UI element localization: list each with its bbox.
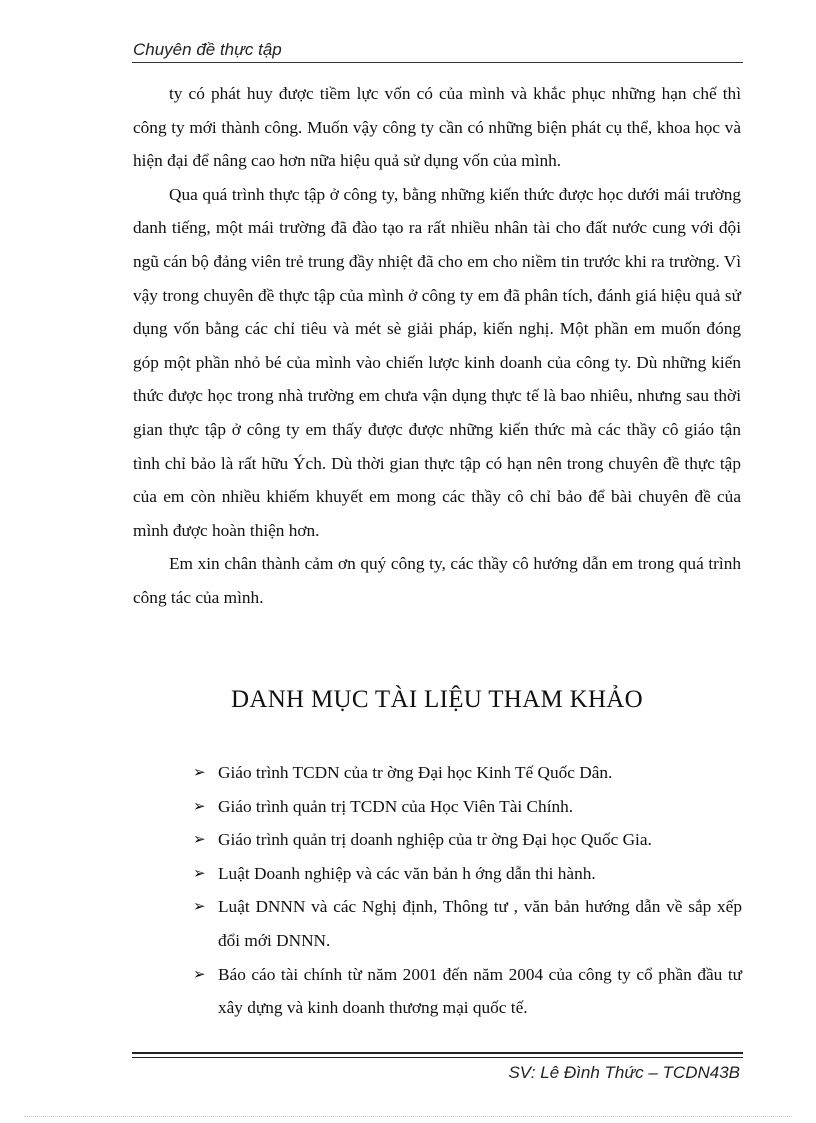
reference-item	[193, 790, 742, 824]
reference-text: Báo cáo tài chính từ năm 2001 đến năm 2004 của công ty cổ phần đầu tư xây dựng và kinh doanh thương mại quốc tế.	[218, 964, 742, 1018]
reference-item	[193, 823, 742, 857]
footer-author: SV: Lê Đình Thức – TCDN43B	[508, 1063, 740, 1082]
reference-text: Luật Doanh nghiệp và các văn bản h ớng dẫn thi hành.	[218, 863, 596, 883]
reference-item	[193, 958, 742, 1025]
body-text	[133, 77, 741, 615]
footer-divider-thin	[132, 1057, 743, 1058]
reference-text: Giáo trình quản trị TCDN của Học Viên Tài Chính.	[218, 796, 574, 816]
arrow-bullet-icon: ➢	[193, 796, 206, 815]
references-list	[193, 756, 742, 1025]
paragraph-internship: Qua quá trình thực tập ở công ty, bằng những kiến thức được học dưới mái trường danh tiếng, một mái trường đã đào tạo ra rất nhiều nhân tài cho đất nước cung với đội ngũ cán bộ đảng viên trẻ trung đầy nhiệt đã cho em cho niềm tin trước khi ra trường. Vì vậy trong chuyên đề thực tập của mình ở công ty em đã phân tích, đánh giá hiệu quả sử dụng vốn bằng các chỉ tiêu và mét sè giải pháp, kiến nghị. Một phần em muốn đóng góp một phần nhỏ bé của mình vào chiến lược kinh doanh của công ty. Dù những kiến thức được học trong nhà trường em chưa vận dụng thực tế là bao nhiêu, nhưng sau thời gian thực tập ở công ty em thấy được được những kiến thức mà các thầy cô giáo tận tình chỉ bảo là rất hữu Ých. Dù thời gian thực tập có hạn nên trong chuyên đề thực tập của em còn nhiều khiếm khuyết em mong các thầy cô chỉ bảo để bài chuyên đề của mình được hoàn thiện hơn.	[133, 184, 741, 540]
arrow-bullet-icon: ➢	[193, 763, 206, 781]
arrow-bullet-icon: ➢	[193, 964, 206, 983]
paragraph-continuation: ty có phát huy được tiềm lực vốn có của mình và khắc phục những hạn chế thì công ty mới thành công. Muốn vậy công ty cần có những biện phát cụ thể, khoa học và hiện đại để nâng cao hơn nữa hiệu quả sử dụng vốn của mình.	[133, 84, 741, 171]
reference-item	[193, 857, 742, 891]
reference-text: Luật DNNN và các Nghị định, Thông tư , văn bản hướng dẫn về sắp xếp đổi mới DNNN.	[218, 897, 742, 950]
paragraph-thanks: Em xin chân thành cảm ơn quý công ty, các thầy cô hướng dẫn em trong quá trình công tác của mình.	[133, 554, 741, 607]
references-title: DANH MỤC TÀI LIỆU THAM KHẢO	[230, 686, 644, 713]
reference-text: Giáo trình quản trị doanh nghiệp của tr ờng Đại học Quốc Gia.	[218, 830, 652, 850]
arrow-bullet-icon: ➢	[193, 897, 206, 916]
header-title: Chuyên đề thực tập	[133, 40, 282, 59]
header-divider	[132, 62, 743, 63]
arrow-bullet-icon: ➢	[193, 830, 206, 849]
reference-text: Giáo trình TCDN của tr ờng Đại học Kinh Tế Quốc Dân.	[218, 763, 613, 782]
page-bottom-edge	[24, 1116, 792, 1117]
arrow-bullet-icon: ➢	[193, 863, 206, 882]
reference-item	[193, 890, 742, 957]
footer-divider-thick	[132, 1052, 743, 1054]
reference-item	[193, 756, 742, 790]
